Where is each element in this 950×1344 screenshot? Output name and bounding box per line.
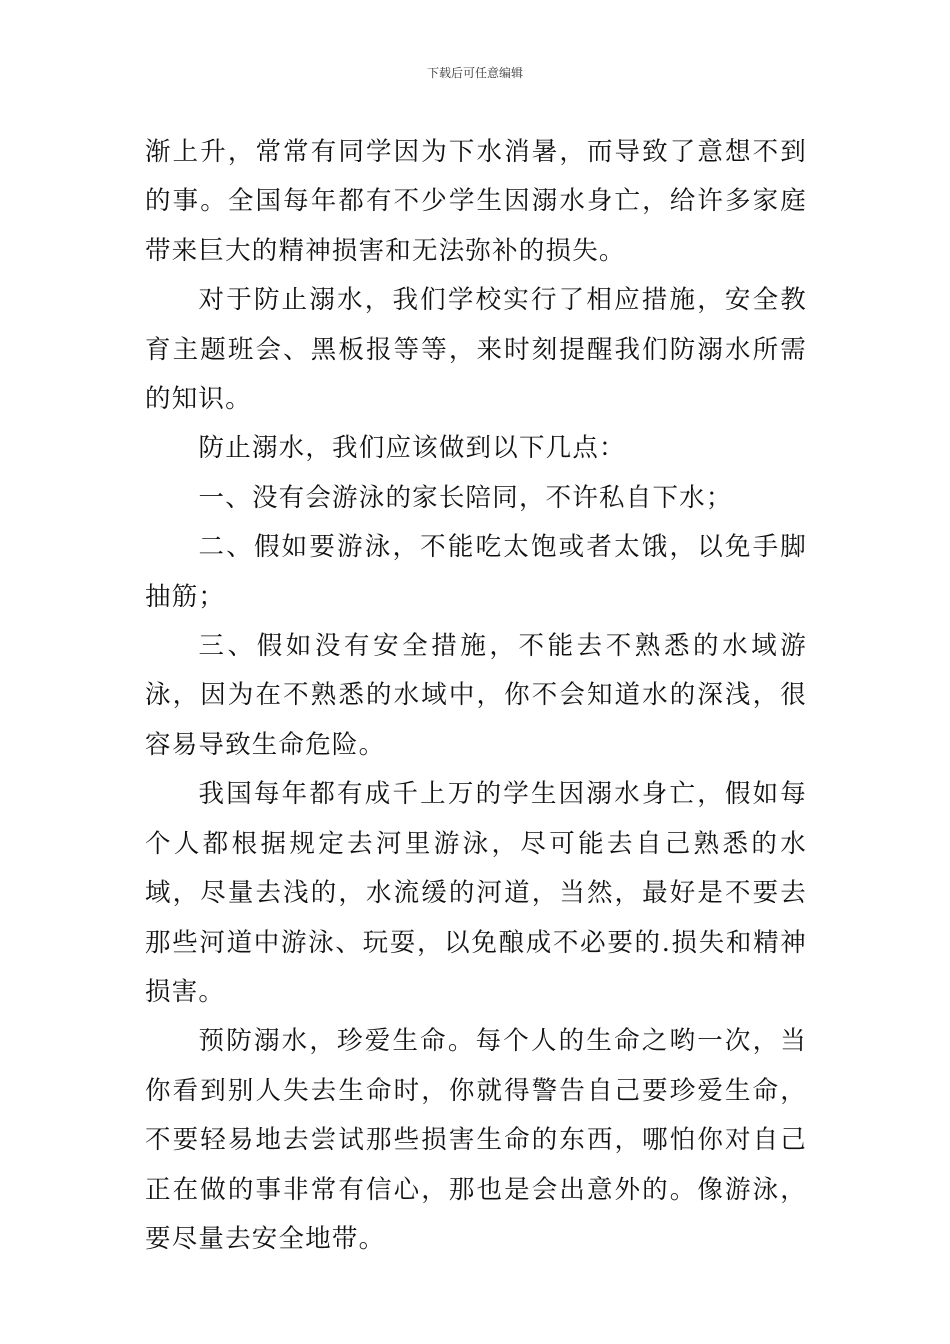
paragraph-point-three: 三、假如没有安全措施，不能去不熟悉的水域游泳，因为在不熟悉的水域中，你不会知道水的深浅，很容易导致生命危险。 — [145, 631, 807, 760]
paragraph-point-two: 二、假如要游泳，不能吃太饱或者太饿，以免手脚抽筋； — [145, 532, 807, 612]
paragraph-school-measures: 对于防止溺水，我们学校实行了相应措施，安全教育主题班会、黑板报等等，来时刻提醒我们防溺水所需的知识。 — [145, 285, 807, 415]
paragraph-continuation: 渐上升，常常有同学因为下水消暑，而导致了意想不到的事。全国每年都有不少学生因溺水身亡，给许多家庭带来巨大的精神损害和无法弥补的损失。 — [145, 137, 807, 266]
paragraph-national-situation: 我国每年都有成千上万的学生因溺水身亡，假如每个人都根据规定去河里游泳，尽可能去自己熟悉的水域，尽量去浅的，水流缓的河道，当然，最好是不要去那些河道中游泳、玩耍，以免酿成不必要的.损失和精神损害。 — [145, 779, 807, 1007]
paragraph-points-intro: 防止溺水，我们应该做到以下几点： — [198, 433, 626, 464]
paragraph-point-one: 一、没有会游泳的家长陪同，不许私自下水； — [198, 482, 733, 513]
document-body — [145, 128, 807, 1264]
page-header: 下载后可任意编辑 — [426, 66, 523, 80]
paragraph-cherish-life: 预防溺水，珍爱生命。每个人的生命之哟一次，当你看到别人失去生命时，你就得警告自己要珍爱生命，不要轻易地去尝试那些损害生命的东西，哪怕你对自己正在做的事非常有信心，那也是会出意外的。像游泳，要尽量去安全地带。 — [145, 1026, 807, 1254]
